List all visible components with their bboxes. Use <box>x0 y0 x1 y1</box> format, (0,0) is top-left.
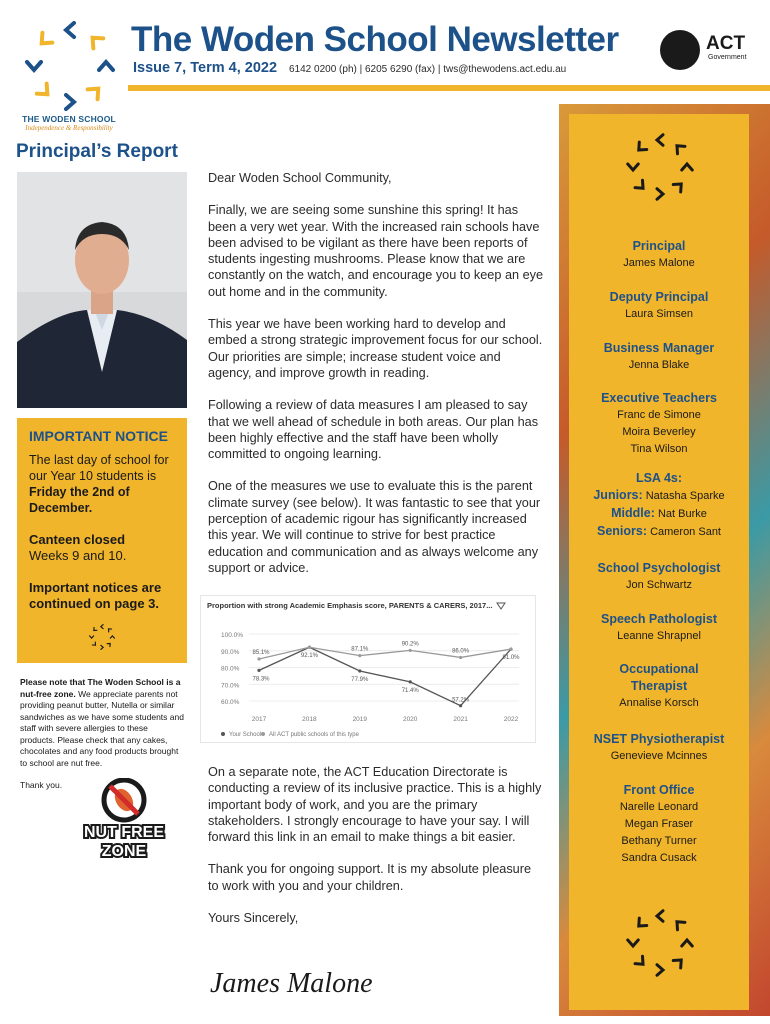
school-motto: Independence & Responsibility <box>25 124 113 132</box>
lsa-label: Seniors: <box>596 524 647 538</box>
sun-ray <box>92 642 96 646</box>
sun-ray <box>657 965 663 976</box>
sun-ray <box>628 164 639 170</box>
act-logo-subtext: Government <box>708 54 747 61</box>
legend-label: All ACT public schools of this type <box>269 732 359 738</box>
data-point <box>409 649 412 652</box>
staff-group <box>569 470 749 541</box>
x-tick-label: 2022 <box>503 716 519 723</box>
sun-ray <box>37 84 53 100</box>
letter-paragraph: Finally, we are seeing some sunshine this spring! It has been a very wet year. With the increased rain schools have been advised to be vigilant as there have been reports of students ingesting mushrooms. Please know that we are constantly on the watch, and encourage you to keep an eye out home and in the community. <box>208 203 544 299</box>
lsa-entry <box>569 505 749 523</box>
sun-ray <box>673 918 685 930</box>
letter-paragraph: This year we have been working hard to develop and embed a strong strategic improvement focus for our school. Our priorities are simple; increase student voice and agency, and improve growth in reading. <box>208 317 543 380</box>
staff-group <box>569 289 749 323</box>
sun-ray <box>673 956 685 968</box>
nut-free-thanks: Thank you. <box>20 780 63 790</box>
nut-free-lead: Please note that The Woden School is a nut-free zone. <box>20 677 181 699</box>
data-point <box>459 656 462 659</box>
lsa-name: Nat Burke <box>657 508 707 520</box>
x-tick-label: 2021 <box>453 716 468 723</box>
data-point <box>358 669 361 672</box>
lsa-label: Juniors: <box>593 488 643 502</box>
sun-ray <box>635 142 647 154</box>
sun-ray <box>635 180 647 192</box>
staff-name: Franc de Simone <box>617 409 701 421</box>
canteen-title: Canteen closed <box>29 532 126 547</box>
lsa-name: Natasha Sparke <box>645 490 725 502</box>
sun-ray <box>657 135 663 146</box>
data-point <box>308 646 311 649</box>
staff-group <box>569 731 749 765</box>
sun-ray <box>657 911 663 922</box>
staff-group <box>569 238 749 272</box>
sun-ray <box>635 956 647 968</box>
staff-role: Occupational Therapist <box>619 662 699 693</box>
staff-group <box>569 611 749 645</box>
staff-role: Executive Teachers <box>601 391 717 405</box>
nut-free-body: We appreciate parents not providing peanut butter, Nutella or similar sandwiches as we have some students and staff with severe allergies to these products. Please check that any cakes, chocolates and any food products brought to school are nut free. <box>20 688 184 768</box>
data-label: 91.0% <box>502 655 520 662</box>
staff-name: Genevieve Mcinnes <box>610 750 708 762</box>
staff-role: School Psychologist <box>597 561 721 575</box>
section-title: Principal’s Report <box>16 141 178 162</box>
contact-details: 6142 0200 (ph) | 6205 6290 (fax) | tws@thewodens.act.edu.au <box>289 64 567 75</box>
sun-ray <box>92 627 96 631</box>
x-tick-label: 2018 <box>302 716 317 723</box>
act-crest-icon <box>660 30 700 70</box>
y-tick-label: 60.0% <box>221 699 240 706</box>
sun-ray <box>27 62 41 70</box>
important-notice-box <box>17 418 187 663</box>
legend-marker <box>221 732 225 736</box>
letter-body-continued <box>208 764 544 942</box>
nut-free-logo-line2: ZONE <box>101 843 147 860</box>
letter-paragraph: Thank you for ongoing support. It is my absolute pleasure to work with you and your children. <box>208 862 532 893</box>
sun-ray <box>88 33 104 49</box>
staff-role: LSA 4s: <box>635 471 683 485</box>
staff-name: Megan Fraser <box>624 818 694 830</box>
header-divider <box>128 85 770 91</box>
y-tick-label: 90.0% <box>221 648 240 656</box>
x-tick-label: 2020 <box>402 716 418 723</box>
sun-motif-icon <box>87 622 117 652</box>
data-point <box>358 654 361 657</box>
data-label: 77.9% <box>351 677 369 684</box>
y-tick-label: 70.0% <box>221 682 240 690</box>
staff-group <box>569 661 749 712</box>
newsletter-title: The Woden School Newsletter <box>131 20 619 59</box>
staff-name: Laura Simsen <box>625 308 693 320</box>
sun-ray <box>628 940 639 946</box>
letter-paragraph: Following a review of data measures I am pleased to say that we well ahead of schedule in both areas. Our plan has been highly effective and the staff have been wholly committed to ongoing learning. <box>208 398 539 462</box>
staff-name: Jenna Blake <box>628 359 690 371</box>
principal-signature <box>208 952 388 1012</box>
staff-role: NSET Physiotherapist <box>593 732 725 746</box>
data-label: 85.1% <box>252 649 270 656</box>
staff-name: Moira Beverley <box>622 426 696 438</box>
sun-ray <box>66 23 74 37</box>
school-logo-icon <box>18 14 122 118</box>
data-point <box>509 647 512 650</box>
staff-role: Deputy Principal <box>609 290 709 304</box>
issue-label: Issue 7, Term 4, 2022 <box>133 60 278 76</box>
lsa-entry <box>569 523 749 541</box>
data-label: 87.1% <box>351 646 369 653</box>
staff-name: Bethany Turner <box>621 835 697 847</box>
data-label: 71.4% <box>401 687 419 694</box>
letter-greeting: Dear Woden School Community, <box>208 171 392 185</box>
principal-photo <box>17 172 187 408</box>
data-point <box>459 704 462 707</box>
y-tick-label: 100.0% <box>221 632 244 639</box>
sun-ray <box>88 84 104 100</box>
legend-label: Your School <box>229 732 262 738</box>
staff-name: Narelle Leonard <box>619 801 699 813</box>
nut-free-logo-line1: NUT FREE <box>84 824 164 841</box>
staff-name: Annalise Korsch <box>619 697 699 709</box>
staff-role: Business Manager <box>603 341 715 355</box>
sun-ray <box>107 627 111 631</box>
legend-marker <box>261 732 265 736</box>
staff-name: Sandra Cusack <box>621 852 697 864</box>
letter-closing: Yours Sincerely, <box>208 911 299 926</box>
letter-body <box>208 170 544 592</box>
sun-ray <box>110 636 114 638</box>
notice-date: Friday the 2nd of December. <box>29 485 130 515</box>
chart-canvas <box>201 596 537 744</box>
x-tick-label: 2017 <box>251 716 267 723</box>
sun-ray <box>99 62 113 70</box>
sun-ray <box>37 33 53 49</box>
nut-free-zone-icon <box>77 778 172 863</box>
notice-title: IMPORTANT NOTICE <box>29 428 168 444</box>
school-name: THE WODEN SCHOOL <box>22 114 116 124</box>
data-point <box>257 657 260 660</box>
staff-name: Leanne Shrapnel <box>617 630 701 642</box>
staff-sidebar <box>569 114 749 1010</box>
filter-icon <box>497 603 505 609</box>
sun-motif-icon <box>621 128 699 206</box>
data-label: 92.1% <box>300 653 318 660</box>
academic-emphasis-chart <box>200 595 536 743</box>
sun-ray <box>682 940 693 946</box>
staff-group <box>569 782 749 867</box>
staff-group <box>569 390 749 458</box>
staff-group <box>569 340 749 374</box>
data-point <box>409 680 412 683</box>
canteen-text: Weeks 9 and 10. <box>29 548 127 563</box>
staff-name: Tina Wilson <box>630 443 688 455</box>
sun-ray <box>101 645 103 649</box>
sun-motif-icon <box>621 904 699 982</box>
sun-ray <box>635 918 647 930</box>
signature-text: James Malone <box>210 968 373 999</box>
staff-role: Speech Pathologist <box>601 612 717 626</box>
staff-name: James Malone <box>623 257 695 269</box>
data-point <box>257 669 260 672</box>
data-label: 86.0% <box>452 648 470 655</box>
sun-ray <box>673 142 685 154</box>
nut-free-note <box>20 677 185 769</box>
sun-ray <box>101 625 103 629</box>
staff-role: Principal <box>632 239 686 253</box>
sun-ray <box>673 180 685 192</box>
notice-continued: Important notices are continued on page 3. <box>29 580 162 611</box>
lsa-entry <box>569 487 749 505</box>
sun-ray <box>90 636 94 638</box>
data-label: 78.3% <box>252 676 270 683</box>
data-label: 90.2% <box>401 641 419 648</box>
act-logo-text: ACT <box>706 33 746 54</box>
sun-ray <box>66 95 74 109</box>
letter-paragraph: On a separate note, the ACT Education Directorate is conducting a review of its inclusive practice. This is a highly important body of work, and you are the primary stakeholders. I strongly encourage to have your say. I will forward this link in an email to make things a bit easier. <box>208 765 542 845</box>
sun-ray <box>682 164 693 170</box>
x-tick-label: 2019 <box>352 716 368 723</box>
letter-paragraph: One of the measures we use to evaluate this is the parent climate survey (see below). It was fantastic to see that your perception of academic rigour has significantly increased this year. We will continue to strive for best practice education and communication and as always welcome any support or advice. <box>208 479 541 575</box>
staff-group <box>569 560 749 594</box>
staff-role: Front Office <box>623 783 695 797</box>
lsa-label: Middle: <box>611 506 655 520</box>
sun-ray <box>107 642 111 646</box>
lsa-name: Cameron Sant <box>650 526 721 538</box>
notice-text: The last day of school for our Year 10 students is <box>29 453 169 483</box>
sun-ray <box>657 189 663 200</box>
staff-name: Jon Schwartz <box>625 579 693 591</box>
chart-title: Proportion with strong Academic Emphasis score, PARENTS & CARERS, 2017... <box>207 601 493 610</box>
data-label: 57.2% <box>452 697 470 704</box>
y-tick-label: 80.0% <box>221 665 240 673</box>
